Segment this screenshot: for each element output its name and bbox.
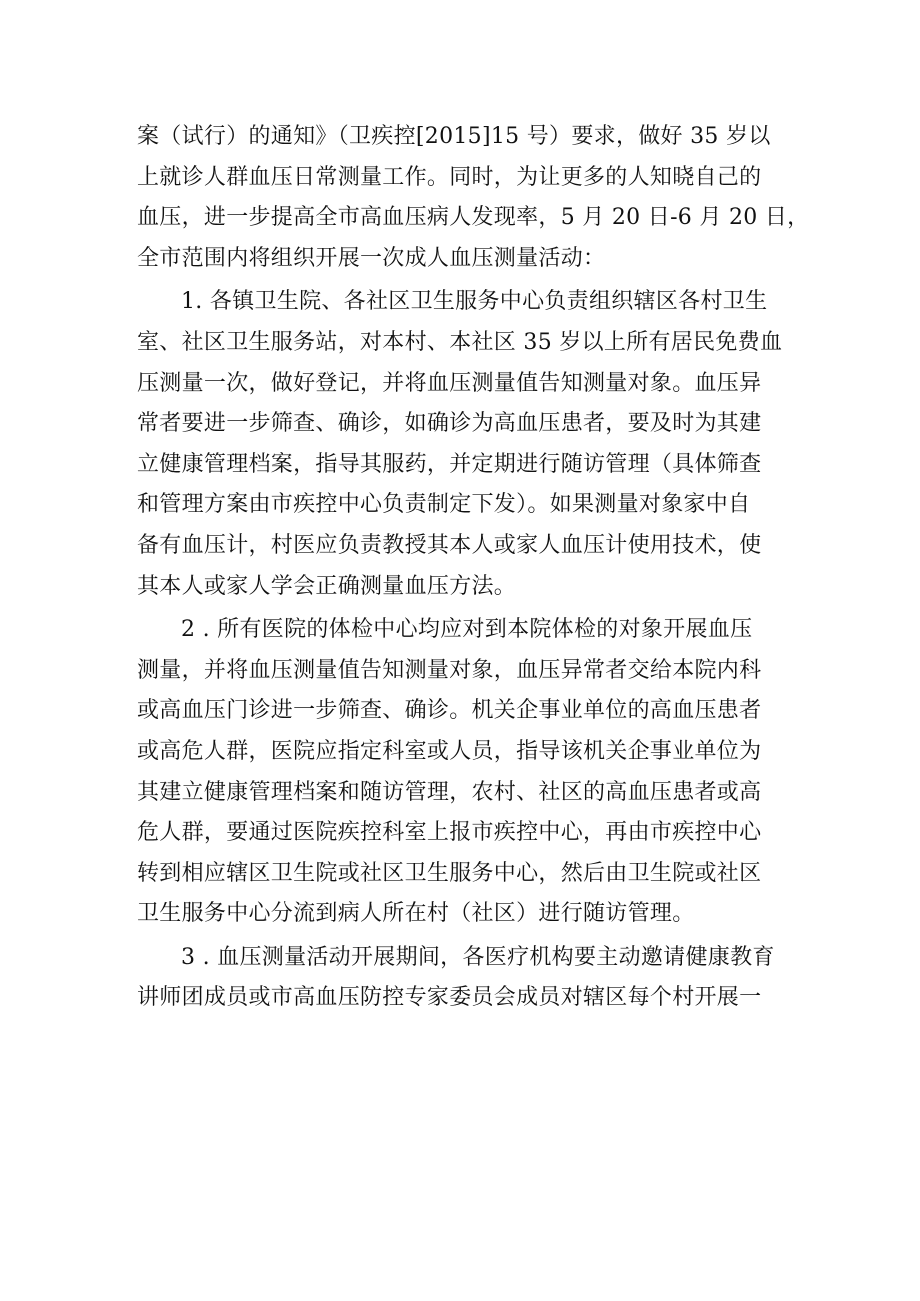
text-line: 其本人或家人学会正确测量血压方法。 — [137, 573, 517, 599]
text-line: 转到相应辖区卫生院或社区卫生服务中心，然后由卫生院或社区 — [137, 860, 762, 886]
text-line: 或高血压门诊进一步筛查、确诊。机关企事业单位的高血压患者 — [137, 698, 762, 724]
paragraph-item-2 — [137, 610, 788, 935]
text-line: 和管理方案由市疾控中心负责制定下发）。如果测量对象家中自 — [137, 492, 751, 518]
paragraph-intro — [137, 117, 810, 279]
text-line: 常者要进一步筛查、确诊，如确诊为高血压患者，要及时为其建 — [137, 411, 762, 437]
text-line: 或高危人群，医院应指定科室或人员，指导该机关企事业单位为 — [137, 738, 762, 764]
text-line: 全市范围内将组织开展一次成人血压测量活动： — [137, 245, 606, 271]
text-line: 上就诊人群血压日常测量工作。同时，为让更多的人知晓自己的 — [137, 164, 762, 190]
text-line: 血压，进一步提高全市高血压病人发现率，5 月 20 日-6 月 20 日， — [137, 205, 810, 231]
paragraph-item-1 — [137, 282, 788, 607]
text-line: 卫生服务中心分流到病人所在村（社区）进行随访管理。 — [137, 901, 695, 927]
text-line: 讲师团成员或市高血压防控专家委员会成员对辖区每个村开展一 — [137, 985, 762, 1011]
document-body — [137, 117, 810, 1019]
text-line: 2 . 所有医院的体检中心均应对到本院体检的对象开展血压 — [181, 617, 753, 643]
paragraph-item-3 — [137, 938, 788, 1019]
text-line: 3 . 血压测量活动开展期间，各医疗机构要主动邀请健康教育 — [181, 944, 775, 970]
text-line: 测量，并将血压测量值告知测量对象，血压异常者交给本院内科 — [137, 657, 762, 683]
text-line: 1. 各镇卫生院、各社区卫生服务中心负责组织辖区各村卫生 — [181, 289, 768, 315]
text-line: 室、社区卫生服务站，对本村、本社区 35 岁以上所有居民免费血 — [137, 329, 783, 355]
text-line: 其建立健康管理档案和随访管理，农村、社区的高血压患者或高 — [137, 779, 762, 805]
text-line: 备有血压计，村医应负责教授其本人或家人血压计使用技术，使 — [137, 532, 762, 558]
text-line: 压测量一次，做好登记，并将血压测量值告知测量对象。血压异 — [137, 370, 762, 396]
text-line: 立健康管理档案，指导其服药，并定期进行随访管理（具体筛查 — [137, 451, 762, 477]
text-line: 危人群，要通过医院疾控科室上报市疾控中心，再由市疾控中心 — [137, 820, 762, 846]
text-line: 案（试行）的通知》（卫疾控[2015]15 号）要求，做好 35 岁以 — [137, 124, 771, 149]
